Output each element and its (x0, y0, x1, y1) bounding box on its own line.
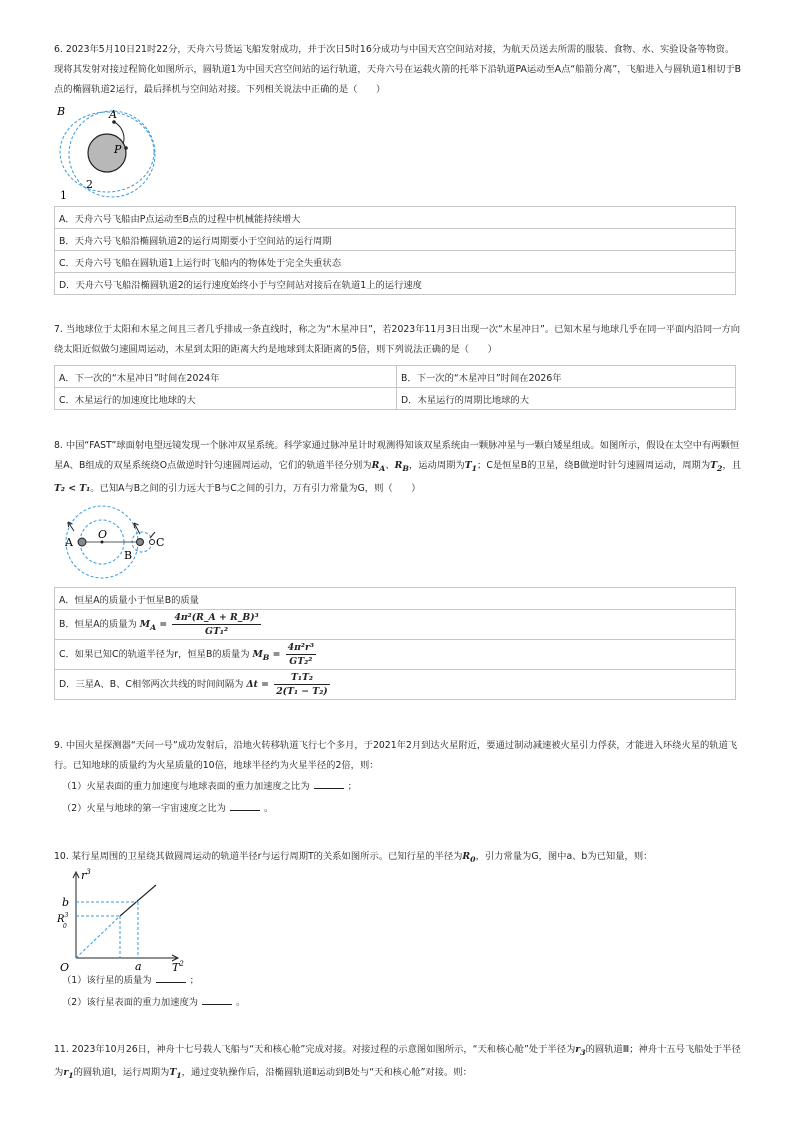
q10-sub2-text: （2）该行星表面的重力加速度为 (62, 997, 199, 1008)
tick-r0-subscript: 0 (63, 923, 67, 930)
q9-sub2-blank[interactable] (230, 800, 260, 811)
q8-text-part-c: ，运动周期为 (408, 460, 465, 471)
y-axis-label (81, 868, 91, 882)
point-p (124, 146, 128, 150)
q11-r3-symbol: r (575, 1044, 581, 1055)
q9-sub1-text: （1）火星表面的重力加速度与地球表面的重力加速度之比为 (62, 781, 310, 792)
q6-option-b[interactable]: B．天舟六号飞船沿椭圆轨道2的运行周期要小于空间站的运行周期 (55, 229, 736, 251)
q10-sub1-end: ； (189, 975, 199, 986)
q8-inequality: T₂ < T₁ (54, 482, 91, 494)
star-b (137, 539, 144, 546)
q7-option-a[interactable]: A．下一次的“木星冲日”时间在2024年 (55, 366, 397, 388)
q8-option-c-prefix: C．如果已知C的轨道半径为r，恒星B的质量为 (59, 649, 250, 660)
q9-sub1-blank[interactable] (314, 778, 344, 789)
q8-option-a[interactable]: A．恒星A的质量小于恒星B的质量 (55, 588, 736, 610)
question-8 (54, 436, 742, 499)
q8-option-d-lhs: Δt (246, 679, 258, 690)
q10-subquestion-2 (62, 994, 245, 1011)
r3-t2-graph (54, 868, 194, 972)
q8-rb-subscript: B (402, 463, 409, 473)
q8-ra-subscript: A (379, 463, 386, 473)
q8-t1 (465, 460, 477, 471)
q8-t1-symbol: T (464, 460, 472, 471)
tick-a: a (135, 960, 142, 972)
question-6-options (54, 206, 736, 295)
q7-option-c[interactable]: C．木星运行的加速度比地球的大 (55, 388, 397, 410)
q11-r1 (63, 1067, 73, 1078)
question-6 (54, 40, 742, 100)
q10-r0 (462, 851, 475, 862)
star-a (78, 538, 86, 546)
arrow-c (150, 532, 155, 538)
y-axis-exponent: 3 (86, 868, 91, 876)
q11-t1-subscript: 1 (176, 1070, 182, 1080)
question-10 (54, 847, 742, 870)
data-line (120, 885, 156, 916)
tick-r0-symbol: R (57, 914, 65, 925)
question-8-text (54, 436, 742, 499)
y-axis-symbol: r (81, 869, 87, 882)
q8-text-part-a: 8. 中国“FAST”球面射电望远镜发现一个脉冲双星系统。科学家通过脉冲星计时观测得知该双星系统由一颗脉冲星与一颗白矮星组成。如图所示，假设在太空中有两颗恒星A、B组成的双星系统绕O点做逆时针匀速圆周运动，它们的轨道半径分别为 (54, 440, 740, 471)
star-c (150, 540, 155, 545)
q8-rb (395, 460, 409, 471)
q8-t2 (710, 460, 722, 471)
q8-option-b-eq: = (156, 619, 171, 630)
q9-sub2-end: 。 (263, 803, 274, 814)
tick-r0-exponent: 3 (64, 912, 69, 919)
q11-t1-symbol: T (169, 1066, 177, 1078)
label-p: P (114, 143, 122, 156)
q8-option-d-denominator: 2(T₁ − T₂) (276, 686, 328, 697)
q9-sub1-end: ； (347, 781, 357, 792)
x-axis-exponent: 2 (179, 960, 184, 968)
q7-option-d[interactable]: D．木星运行的周期比地球的大 (397, 388, 736, 410)
q8-option-d-numerator: T₁T₂ (274, 672, 330, 685)
origin-label: O (60, 961, 70, 972)
q8-option-c-lhs-symbol: M (252, 649, 263, 660)
q8-option-b-denominator: GT₁² (205, 626, 229, 637)
q8-ra (372, 460, 386, 471)
label-b: B (57, 105, 66, 118)
q8-rb-symbol: R (394, 460, 403, 471)
q8-t1-subscript: 1 (471, 463, 478, 473)
question-7 (54, 320, 742, 360)
q11-text-part-b: 的圆轨道Ⅲ；神舟十五号飞船处于半径为 (54, 1044, 741, 1078)
q8-t2-subscript: 2 (717, 463, 723, 473)
question-9 (54, 736, 742, 776)
q8-option-c-lhs: $M_B$ (252, 649, 270, 662)
q8-option-b[interactable] (55, 610, 736, 640)
extrapolated-line (76, 916, 120, 958)
q11-r3 (575, 1044, 585, 1055)
q8-option-b-lhs-symbol: M (139, 619, 151, 630)
question-10-text (54, 847, 742, 870)
q10-subquestion-1 (62, 972, 199, 989)
binary-star-diagram (54, 498, 184, 584)
q11-r3-subscript: 3 (580, 1047, 586, 1057)
q8-option-c-eq: = (269, 649, 284, 660)
q8-option-d-prefix: D．三星A、B、C相邻两次共线的时间间隔为 (59, 679, 244, 690)
q11-text-part-d: ，通过变轨操作后，沿椭圆轨道Ⅱ运动到B处与“天和核心舱”对接。则： (181, 1066, 472, 1078)
question-7-options (54, 365, 736, 410)
q11-t1 (169, 1067, 181, 1078)
q8-option-d-eq: = (257, 679, 273, 690)
q6-option-a[interactable]: A．天舟六号飞船由P点运动至B点的过程中机械能持续增大 (55, 207, 736, 229)
q8-option-c[interactable] (55, 640, 736, 670)
q8-text-part-f: 。已知A与B之间的引力远大于B与C之间的引力，万有引力常量为G，则（ ） (90, 482, 421, 494)
question-9-text: 9. 中国火星探测器“天问一号”成功发射后，沿地火转移轨道飞行七个多月，于2021年2月到达火星附近，要通过制动减速被火星引力俘获，才能进入环绕火星的轨道飞行。已知地球的质量约为火星质量的10倍，地球半径约为火星半径的2倍，则： (54, 740, 738, 771)
question-6-text: 6. 2023年5月10日21时22分，天舟六号货运飞船发射成功，并于次日5时16分成功与中国天宫空间站对接，为航天员送去所需的服装、食物、水、实验设备等物资。现将其发射对接过程简化如图所示，圆轨道1为中国天宫空间站的运行轨道，天舟六号在运载火箭的托举下沿轨道PA运动至A点“船箭分离”，飞船进入与圆轨道1相切于B点的椭圆轨道2运行，最后择机与空间站对接。下列相关说法中正确的是（ ） (54, 44, 742, 95)
orbit-diagram-q6 (54, 102, 164, 202)
q9-subquestion-1 (62, 778, 357, 795)
q8-option-c-denominator: GT₂² (289, 656, 313, 667)
q8-option-b-fraction (172, 612, 260, 637)
q11-text-part-c: 的圆轨道Ⅰ，运行周期为 (73, 1066, 170, 1078)
label-a: A (109, 108, 117, 121)
q8-option-b-prefix: B．恒星A的质量为 (59, 619, 137, 630)
label-c: C (156, 536, 165, 549)
tick-b: b (62, 896, 70, 909)
q8-ra-symbol: R (371, 460, 380, 471)
q7-option-b[interactable]: B．下一次的“木星冲日”时间在2026年 (397, 366, 736, 388)
label-o: O (98, 528, 108, 541)
question-8-options (54, 587, 736, 700)
q8-t2-symbol: T (710, 460, 718, 471)
label-orbit-2: 2 (86, 178, 93, 191)
q11-text-part-a: 11. 2023年10月26日，神舟十七号载人飞船与“天和核心舱”完成对接。对接过程的示意图如图所示，“天和核心舱”处于半径为 (54, 1044, 576, 1055)
q8-option-d[interactable] (55, 670, 736, 700)
label-orbit-1: 1 (60, 189, 67, 202)
q9-subquestion-2 (62, 800, 273, 817)
q10-text-part-b: ，引力常量为G，图中a、b为已知量，则： (475, 851, 653, 862)
q11-r1-symbol: r (63, 1066, 69, 1078)
q6-option-c[interactable]: C．天舟六号飞船在圆轨道1上运行时飞船内的物体处于完全失重状态 (55, 251, 736, 273)
q8-text-part-d: ；C是恒星B的卫星，绕B做逆时针匀速圆周运动，周期为 (477, 460, 711, 471)
q8-option-c-numerator: 4π²r³ (287, 642, 314, 653)
q10-sub2-blank[interactable] (202, 994, 232, 1005)
x-axis-label (172, 960, 184, 972)
q8-option-b-lhs: $M_A$ (139, 619, 157, 632)
q10-sub1-blank[interactable] (156, 972, 186, 983)
q10-r0-subscript: 0 (470, 854, 476, 864)
q10-sub1-text: （1）该行星的质量为 (62, 975, 152, 986)
question-11 (54, 1040, 742, 1086)
q8-option-c-fraction (286, 642, 316, 667)
q10-r0-symbol: R (462, 851, 471, 862)
label-a: A (65, 536, 73, 549)
question-7-text: 7. 当地球位于太阳和木星之间且三者几乎排成一条直线时，称之为“木星冲日”，若2023年11月3日出现一次“木星冲日”。已知木星与地球几乎在同一平面内沿同一方向绕太阳近似做匀速圆周运动，木星到太阳的距离大约是地球到太阳距离的5倍，则下列说法正确的是（ ） (54, 324, 741, 355)
q8-text-part-b: 、 (385, 460, 395, 471)
x-axis-symbol: T (172, 961, 180, 972)
q8-option-d-fraction (274, 672, 330, 697)
q10-text-part-a: 10. 某行星周围的卫星绕其做圆周运动的轨道半径r与运行周期T的关系如图所示。已知行星的半径为 (54, 851, 463, 862)
q11-r1-subscript: 1 (68, 1070, 74, 1080)
question-11-text (54, 1040, 742, 1086)
q6-option-d[interactable]: D．天舟六号飞船沿椭圆轨道2的运行速度始终小于与空间站对接后在轨道1上的运行速度 (55, 273, 736, 295)
q8-option-b-numerator: 4π²(R_A + R_B)³ (174, 612, 259, 623)
q10-sub2-end: 。 (236, 997, 246, 1008)
q9-sub2-text: （2）火星与地球的第一宇宙速度之比为 (62, 803, 226, 814)
label-b: B (124, 549, 133, 562)
q8-text-part-e: ，且 (722, 460, 742, 471)
